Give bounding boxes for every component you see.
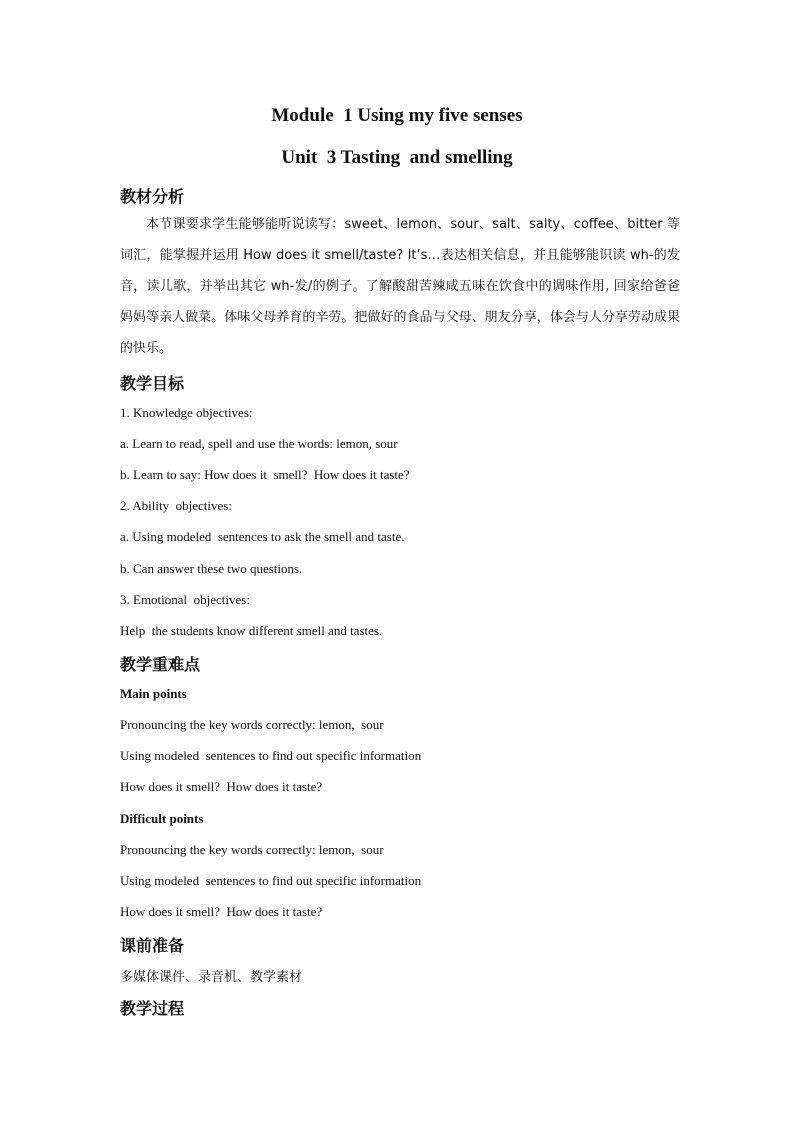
module-title: Module 1 Using my five senses — [271, 105, 523, 126]
preparation-heading: 课前准备 — [120, 936, 185, 955]
difficult-points-label: Difficult points — [120, 811, 204, 826]
difficult-point-line: How does it smell? How does it taste? — [120, 904, 323, 919]
objectives-heading: 教学目标 — [120, 374, 185, 393]
difficult-point-line: Pronouncing the key words correctly: lemon, sour — [120, 842, 384, 857]
objective-line: Help the students know different smell and tastes. — [120, 623, 383, 638]
analysis-paragraph: 本节课要求学生能够能听说读写：sweet、lemon、sour、salt、salty、coffee、bitter 等词汇，能掌握并运用 How does it smell/taste? It’s…表达相关信息，并且能够能识读 wh-的发音，读儿歌，并举出其它 wh-发/的例子。了解酸甜苦辣咸五味在饮食中的调味作用, 回家给爸爸妈妈等亲人做菜。体味父母养育的辛劳。把做好的食品与父母、朋友分享，体会与人分享劳动成果的快乐。 — [120, 217, 680, 356]
objective-line: 1. Knowledge objectives: — [120, 405, 253, 420]
objective-line: b. Learn to say: How does it smell? How does it taste? — [120, 467, 410, 482]
objective-line: a. Learn to read, spell and use the words: lemon, sour — [120, 436, 398, 451]
objective-line: 3. Emotional objectives: — [120, 592, 250, 607]
analysis-heading: 教材分析 — [120, 187, 185, 206]
main-point-line: How does it smell? How does it taste? — [120, 779, 323, 794]
process-heading: 教学过程 — [120, 999, 185, 1018]
unit-title: Unit 3 Tasting and smelling — [281, 147, 513, 168]
main-point-line: Using modeled sentences to find out specific information — [120, 748, 422, 763]
key-points-heading: 教学重难点 — [120, 655, 201, 674]
preparation-text: 多媒体课件、录音机、教学素材 — [120, 970, 303, 985]
objective-line: 2. Ability objectives: — [120, 498, 232, 513]
main-points-label: Main points — [120, 686, 187, 701]
objective-line: b. Can answer these two questions. — [120, 561, 303, 576]
main-point-line: Pronouncing the key words correctly: lemon, sour — [120, 717, 384, 732]
difficult-point-line: Using modeled sentences to find out specific information — [120, 873, 422, 888]
objective-line: a. Using modeled sentences to ask the smell and taste. — [120, 529, 405, 544]
